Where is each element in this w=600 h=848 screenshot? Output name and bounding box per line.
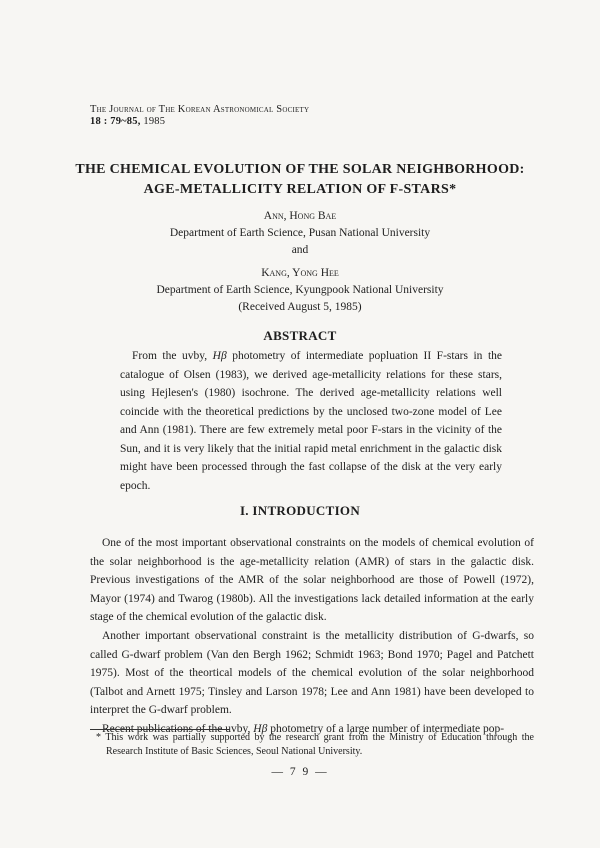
page-number: — 7 9 —: [271, 766, 329, 778]
abstract-text-after: photometry of intermediate popluation II F-stars in the catalogue of Olsen (1983), we derived age-metallicity relations for these stars, using Hejlesen's (1980) isochrone. The derived age-metallicity relations well coincide with the theoretical predictions by the unclosed two-zone model of Lee and Ann (1981). There are few extremely metal poor F-stars in the vicinity of the Sun, and it is very likely that the initial rapid metal enrichment in the galactic disk might have been processed through the fast collapse of the disk at the very early epoch.: [120, 350, 502, 492]
journal-volume: [90, 116, 309, 128]
intro-p3-hbeta: Hβ: [253, 722, 268, 735]
received-date: (Received August 5, 1985): [238, 301, 362, 313]
abstract-heading: ABSTRACT: [263, 328, 337, 343]
journal-header: [90, 104, 309, 128]
footnote-rule: [90, 729, 230, 730]
paper-title-line1: THE CHEMICAL EVOLUTION OF THE SOLAR NEIGHBORHOOD:: [75, 162, 525, 177]
paper-title: [0, 160, 600, 200]
affiliation-2: Department of Earth Science, Kyungpook National University: [156, 284, 444, 296]
abstract-hbeta: Hβ: [212, 350, 227, 362]
author-1: Ann, Hong Bae: [263, 210, 337, 222]
footnote: [92, 731, 534, 759]
author-block: [0, 208, 600, 316]
paper-title-line2: AGE-METALLICITY RELATION OF F-STARS*: [143, 182, 457, 197]
abstract-text-before: From the uvby,: [132, 350, 213, 362]
journal-name: The Journal of The Korean Astronomical Society: [90, 104, 310, 115]
intro-paragraph-1: One of the most important observational constraints on the models of chemical evolution of the solar neighborhood is the age-metallicity relation (AMR) of stars in the galactic disk. Previous investigations of the AMR of the solar neighborhood are those of Powell (1972), Mayor (1974) and Twarog (1980b). All the investigations lack detailed information at the early stage of the chemical evolution of the galactic disk.: [90, 537, 534, 624]
abstract-paragraph: [120, 347, 502, 495]
introduction-body: [90, 534, 534, 739]
footnote-text: * This work was partially supported by the research grant from the Ministry of Education through the Research Institute of Basic Sciences, Seoul National University.: [96, 732, 534, 757]
abstract-body: [120, 347, 502, 495]
author-conjunction: and: [291, 244, 309, 256]
author-2: Kang, Yong Hee: [261, 267, 339, 279]
intro-p3-before: Recent publications of the uvby,: [102, 722, 254, 735]
introduction-heading: I. INTRODUCTION: [239, 503, 361, 518]
intro-paragraph-2: Another important observational constraint is the metallicity distribution of G-dwarfs, so called G-dwarf problem (Van den Bergh 1962; Schmidt 1963; Bond 1970; Pagel and Patchett 1975). Most of the theortical models of the chemical evolution of the solar neighborhood (Talbot and Arnett 1975; Tinsley and Larson 1978; Lee and Ann 1981) have been developed to interpret the G-dwarf problem.: [90, 629, 534, 717]
affiliation-1: Department of Earth Science, Pusan National University: [169, 227, 431, 239]
journal-year: 1985: [143, 116, 166, 127]
journal-volume-pages: 18 : 79~85,: [90, 116, 141, 127]
intro-p3-after: photometry of a large number of intermediate pop-: [267, 722, 505, 735]
